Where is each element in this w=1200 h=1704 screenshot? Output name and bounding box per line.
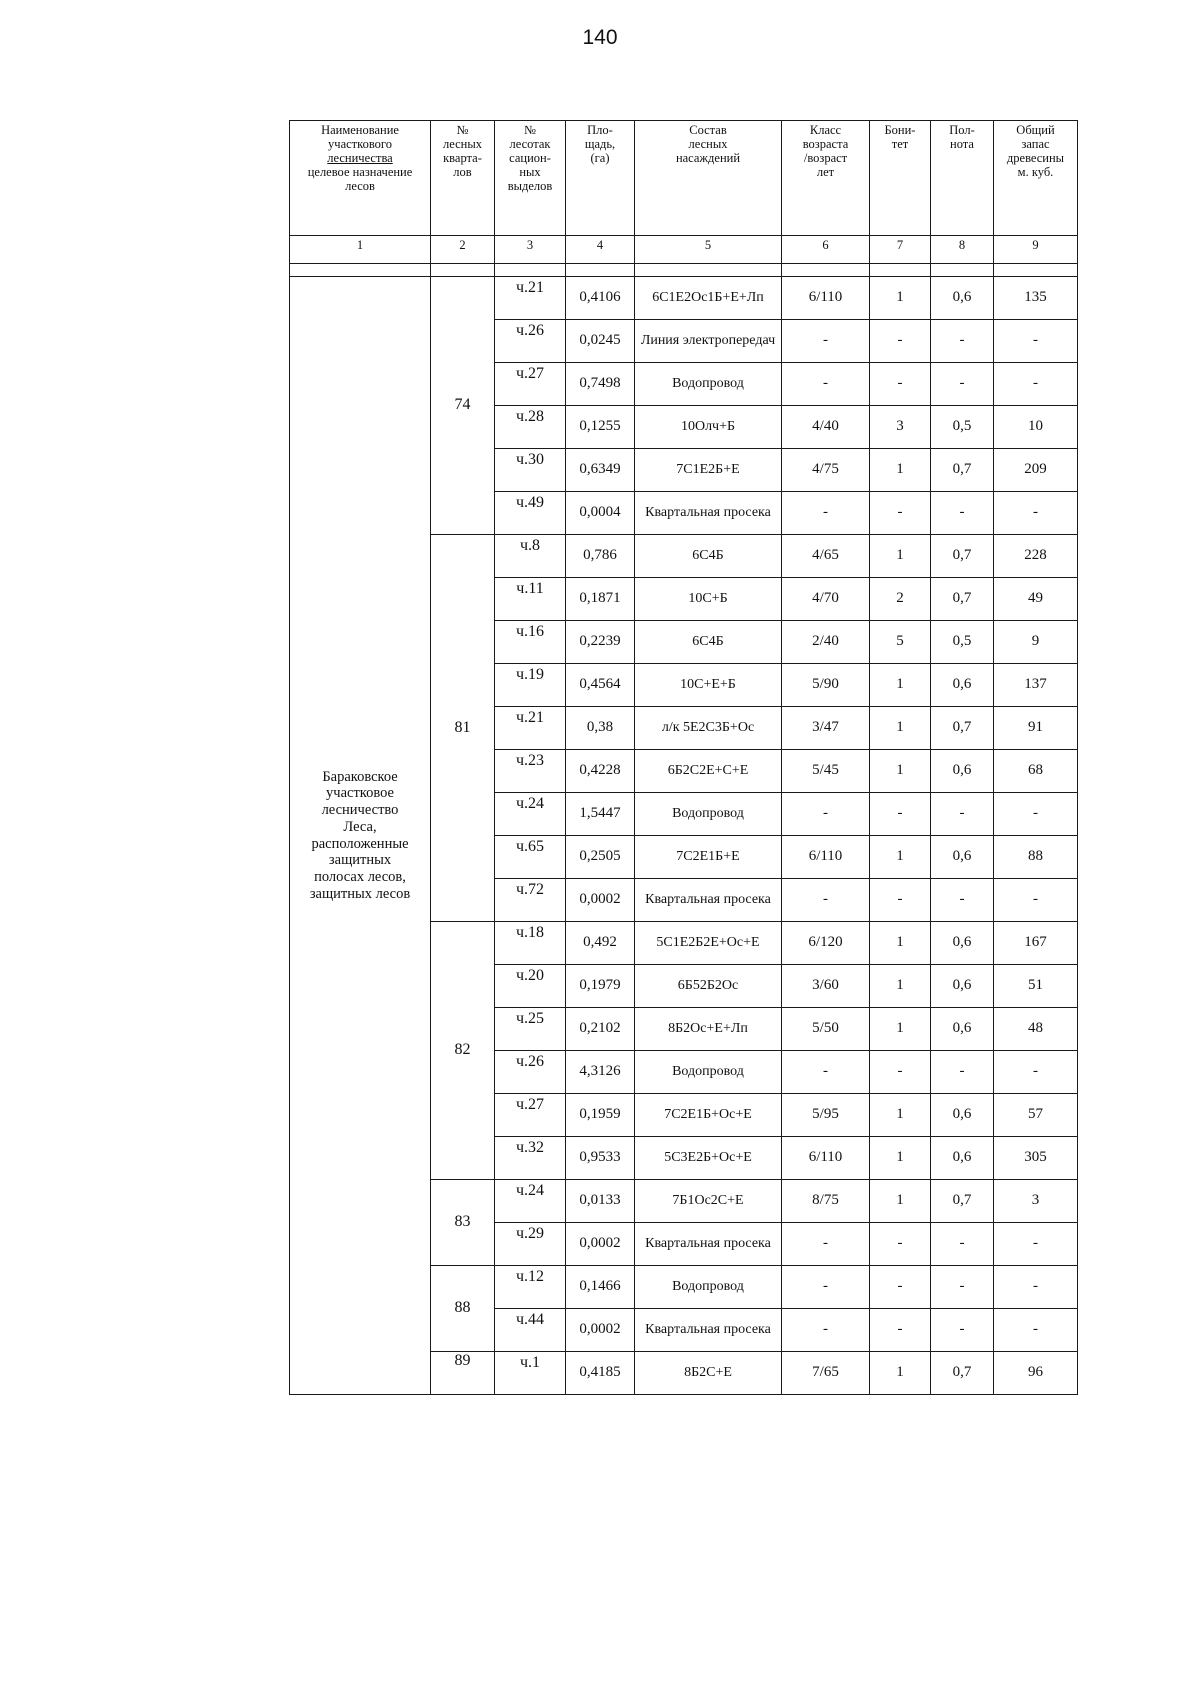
composition-cell: Линия электропередач — [635, 320, 782, 363]
quarter-number-cell: 74 — [431, 277, 495, 535]
header-forestry-name: Наименование участкового лесничества целевое назначение лесов — [290, 121, 431, 236]
composition-cell: 6Б52Б2Ос — [635, 965, 782, 1008]
bonitet-cell: 1 — [870, 664, 931, 707]
volume-cell: 88 — [994, 836, 1078, 879]
age-class-cell: 8/75 — [782, 1180, 870, 1223]
composition-cell: 8Б2С+Е — [635, 1352, 782, 1395]
age-class-cell: - — [782, 320, 870, 363]
composition-cell: 10Олч+Б — [635, 406, 782, 449]
density-cell: 0,7 — [931, 1180, 994, 1223]
bonitet-cell: - — [870, 793, 931, 836]
density-cell: 0,6 — [931, 1094, 994, 1137]
age-class-cell: 5/95 — [782, 1094, 870, 1137]
forestry-name-cell: Бараковское участковое лесничество Леса, расположенные защитных полосах лесов, защитных лесов — [290, 277, 431, 1395]
age-class-cell: - — [782, 1266, 870, 1309]
quarter-number-cell: 88 — [431, 1266, 495, 1352]
section-cell: ч.21 — [495, 707, 566, 750]
volume-cell: 10 — [994, 406, 1078, 449]
quarter-number-cell: 81 — [431, 535, 495, 922]
area-cell: 0,1871 — [566, 578, 635, 621]
area-cell: 1,5447 — [566, 793, 635, 836]
composition-cell: Водопровод — [635, 1051, 782, 1094]
section-cell: ч.26 — [495, 320, 566, 363]
table-row — [290, 277, 1078, 320]
composition-cell: 6С4Б — [635, 535, 782, 578]
density-cell: 0,6 — [931, 965, 994, 1008]
composition-cell: Водопровод — [635, 1266, 782, 1309]
section-cell: ч.8 — [495, 535, 566, 578]
volume-cell: 48 — [994, 1008, 1078, 1051]
age-class-cell: 4/65 — [782, 535, 870, 578]
section-cell: ч.32 — [495, 1137, 566, 1180]
forest-inventory-table — [289, 120, 1078, 1395]
age-class-cell: - — [782, 363, 870, 406]
section-cell: ч.24 — [495, 1180, 566, 1223]
volume-cell: 9 — [994, 621, 1078, 664]
bonitet-cell: 1 — [870, 1094, 931, 1137]
area-cell: 0,0002 — [566, 879, 635, 922]
volume-cell: 305 — [994, 1137, 1078, 1180]
age-class-cell: 6/110 — [782, 277, 870, 320]
density-cell: 0,6 — [931, 664, 994, 707]
volume-cell: 91 — [994, 707, 1078, 750]
section-cell: ч.29 — [495, 1223, 566, 1266]
section-cell: ч.18 — [495, 922, 566, 965]
density-cell: 0,6 — [931, 750, 994, 793]
age-class-cell: - — [782, 1223, 870, 1266]
bonitet-cell: 5 — [870, 621, 931, 664]
column-number: 4 — [566, 236, 635, 264]
spacer-row — [290, 264, 1078, 277]
bonitet-cell: 1 — [870, 965, 931, 1008]
density-cell: 0,6 — [931, 277, 994, 320]
quarter-number-cell: 89 — [431, 1352, 495, 1395]
composition-cell: 6Б2С2Е+С+Е — [635, 750, 782, 793]
section-cell: ч.24 — [495, 793, 566, 836]
density-cell: - — [931, 363, 994, 406]
volume-cell: - — [994, 1051, 1078, 1094]
header-row — [290, 121, 1078, 236]
section-cell: ч.26 — [495, 1051, 566, 1094]
area-cell: 0,9533 — [566, 1137, 635, 1180]
section-cell: ч.11 — [495, 578, 566, 621]
area-cell: 0,1959 — [566, 1094, 635, 1137]
density-cell: 0,5 — [931, 406, 994, 449]
area-cell: 4,3126 — [566, 1051, 635, 1094]
column-number: 8 — [931, 236, 994, 264]
composition-cell: Водопровод — [635, 363, 782, 406]
volume-cell: 167 — [994, 922, 1078, 965]
area-cell: 0,492 — [566, 922, 635, 965]
age-class-cell: - — [782, 793, 870, 836]
section-cell: ч.30 — [495, 449, 566, 492]
volume-cell: 49 — [994, 578, 1078, 621]
density-cell: - — [931, 320, 994, 363]
composition-cell: 10С+Е+Б — [635, 664, 782, 707]
density-cell: - — [931, 1309, 994, 1352]
volume-cell: 135 — [994, 277, 1078, 320]
age-class-cell: - — [782, 1309, 870, 1352]
header-age-class: Класс возраста /возраст лет — [782, 121, 870, 236]
column-number: 5 — [635, 236, 782, 264]
header-bonitet: Бони- тет — [870, 121, 931, 236]
section-cell: ч.1 — [495, 1352, 566, 1395]
composition-cell: л/к 5Е2С3Б+Ос — [635, 707, 782, 750]
section-cell: ч.21 — [495, 277, 566, 320]
area-cell: 0,0245 — [566, 320, 635, 363]
density-cell: 0,7 — [931, 1352, 994, 1395]
age-class-cell: 4/75 — [782, 449, 870, 492]
area-cell: 0,38 — [566, 707, 635, 750]
section-cell: ч.25 — [495, 1008, 566, 1051]
section-cell: ч.27 — [495, 1094, 566, 1137]
density-cell: 0,7 — [931, 449, 994, 492]
volume-cell: 209 — [994, 449, 1078, 492]
volume-cell: 68 — [994, 750, 1078, 793]
header-composition: Состав лесных насаждений — [635, 121, 782, 236]
header-area: Пло- щадь, (га) — [566, 121, 635, 236]
age-class-cell: 4/70 — [782, 578, 870, 621]
volume-cell: - — [994, 879, 1078, 922]
header-density: Пол- нота — [931, 121, 994, 236]
bonitet-cell: - — [870, 320, 931, 363]
column-number: 9 — [994, 236, 1078, 264]
bonitet-cell: 1 — [870, 1352, 931, 1395]
composition-cell: 7С2Е1Б+Е — [635, 836, 782, 879]
age-class-cell: 3/47 — [782, 707, 870, 750]
composition-cell: Квартальная просека — [635, 492, 782, 535]
volume-cell: 3 — [994, 1180, 1078, 1223]
density-cell: 0,6 — [931, 922, 994, 965]
section-cell: ч.20 — [495, 965, 566, 1008]
section-cell: ч.65 — [495, 836, 566, 879]
age-class-cell: 2/40 — [782, 621, 870, 664]
quarter-number-cell: 83 — [431, 1180, 495, 1266]
header-total-volume: Общий запас древесины м. куб. — [994, 121, 1078, 236]
age-class-cell: 6/110 — [782, 1137, 870, 1180]
area-cell: 0,1979 — [566, 965, 635, 1008]
area-cell: 0,786 — [566, 535, 635, 578]
area-cell: 0,2102 — [566, 1008, 635, 1051]
bonitet-cell: 1 — [870, 1008, 931, 1051]
header-quarter-number: № лесных кварта- лов — [431, 121, 495, 236]
composition-cell: 6С1Е2Ос1Б+Е+Лп — [635, 277, 782, 320]
composition-cell: Квартальная просека — [635, 1223, 782, 1266]
composition-cell: Квартальная просека — [635, 879, 782, 922]
density-cell: 0,5 — [931, 621, 994, 664]
section-cell: ч.27 — [495, 363, 566, 406]
section-cell: ч.44 — [495, 1309, 566, 1352]
area-cell: 0,4106 — [566, 277, 635, 320]
composition-cell: 8Б2Ос+Е+Лп — [635, 1008, 782, 1051]
volume-cell: - — [994, 793, 1078, 836]
area-cell: 0,0002 — [566, 1309, 635, 1352]
bonitet-cell: 1 — [870, 449, 931, 492]
density-cell: - — [931, 492, 994, 535]
composition-cell: 7Б1Ос2С+Е — [635, 1180, 782, 1223]
area-cell: 0,4228 — [566, 750, 635, 793]
bonitet-cell: 1 — [870, 535, 931, 578]
age-class-cell: - — [782, 492, 870, 535]
density-cell: 0,6 — [931, 836, 994, 879]
page-number: 140 — [582, 26, 618, 49]
age-class-cell: 6/110 — [782, 836, 870, 879]
area-cell: 0,7498 — [566, 363, 635, 406]
composition-cell: Квартальная просека — [635, 1309, 782, 1352]
table-body — [290, 277, 1078, 1395]
area-cell: 0,2239 — [566, 621, 635, 664]
bonitet-cell: 1 — [870, 277, 931, 320]
density-cell: - — [931, 1051, 994, 1094]
age-class-cell: - — [782, 1051, 870, 1094]
volume-cell: - — [994, 492, 1078, 535]
composition-cell: 7С2Е1Б+Ос+Е — [635, 1094, 782, 1137]
area-cell: 0,6349 — [566, 449, 635, 492]
section-cell: ч.28 — [495, 406, 566, 449]
age-class-cell: 5/90 — [782, 664, 870, 707]
bonitet-cell: 2 — [870, 578, 931, 621]
column-number: 3 — [495, 236, 566, 264]
density-cell: - — [931, 1223, 994, 1266]
composition-cell: 7С1Е2Б+Е — [635, 449, 782, 492]
area-cell: 0,2505 — [566, 836, 635, 879]
density-cell: 0,6 — [931, 1008, 994, 1051]
density-cell: - — [931, 879, 994, 922]
column-number: 1 — [290, 236, 431, 264]
composition-cell: Водопровод — [635, 793, 782, 836]
section-cell: ч.49 — [495, 492, 566, 535]
volume-cell: 228 — [994, 535, 1078, 578]
bonitet-cell: 1 — [870, 1137, 931, 1180]
composition-cell: 5С3Е2Б+Ос+Е — [635, 1137, 782, 1180]
column-number-row — [290, 236, 1078, 264]
age-class-cell: 7/65 — [782, 1352, 870, 1395]
age-class-cell: - — [782, 879, 870, 922]
bonitet-cell: 1 — [870, 1180, 931, 1223]
bonitet-cell: - — [870, 363, 931, 406]
column-number: 7 — [870, 236, 931, 264]
volume-cell: - — [994, 1223, 1078, 1266]
section-cell: ч.72 — [495, 879, 566, 922]
bonitet-cell: 1 — [870, 922, 931, 965]
age-class-cell: 5/45 — [782, 750, 870, 793]
age-class-cell: 4/40 — [782, 406, 870, 449]
volume-cell: - — [994, 320, 1078, 363]
area-cell: 0,1466 — [566, 1266, 635, 1309]
bonitet-cell: 3 — [870, 406, 931, 449]
section-cell: ч.19 — [495, 664, 566, 707]
volume-cell: - — [994, 1309, 1078, 1352]
section-cell: ч.23 — [495, 750, 566, 793]
density-cell: 0,7 — [931, 578, 994, 621]
area-cell: 0,0004 — [566, 492, 635, 535]
area-cell: 0,0002 — [566, 1223, 635, 1266]
section-cell: ч.12 — [495, 1266, 566, 1309]
density-cell: 0,6 — [931, 1137, 994, 1180]
volume-cell: 57 — [994, 1094, 1078, 1137]
volume-cell: - — [994, 1266, 1078, 1309]
area-cell: 0,4185 — [566, 1352, 635, 1395]
bonitet-cell: 1 — [870, 750, 931, 793]
section-cell: ч.16 — [495, 621, 566, 664]
density-cell: 0,7 — [931, 707, 994, 750]
density-cell: - — [931, 793, 994, 836]
composition-cell: 6С4Б — [635, 621, 782, 664]
quarter-number-cell: 82 — [431, 922, 495, 1180]
age-class-cell: 3/60 — [782, 965, 870, 1008]
area-cell: 0,0133 — [566, 1180, 635, 1223]
composition-cell: 10С+Б — [635, 578, 782, 621]
header-section-number: № лесотак сацион- ных выделов — [495, 121, 566, 236]
bonitet-cell: - — [870, 1223, 931, 1266]
bonitet-cell: - — [870, 1266, 931, 1309]
density-cell: - — [931, 1266, 994, 1309]
age-class-cell: 5/50 — [782, 1008, 870, 1051]
area-cell: 0,1255 — [566, 406, 635, 449]
bonitet-cell: 1 — [870, 836, 931, 879]
density-cell: 0,7 — [931, 535, 994, 578]
volume-cell: 51 — [994, 965, 1078, 1008]
bonitet-cell: - — [870, 1309, 931, 1352]
volume-cell: - — [994, 363, 1078, 406]
area-cell: 0,4564 — [566, 664, 635, 707]
age-class-cell: 6/120 — [782, 922, 870, 965]
column-number: 2 — [431, 236, 495, 264]
bonitet-cell: - — [870, 1051, 931, 1094]
volume-cell: 137 — [994, 664, 1078, 707]
column-number: 6 — [782, 236, 870, 264]
composition-cell: 5С1Е2Б2Е+Ос+Е — [635, 922, 782, 965]
volume-cell: 96 — [994, 1352, 1078, 1395]
bonitet-cell: - — [870, 879, 931, 922]
bonitet-cell: 1 — [870, 707, 931, 750]
bonitet-cell: - — [870, 492, 931, 535]
